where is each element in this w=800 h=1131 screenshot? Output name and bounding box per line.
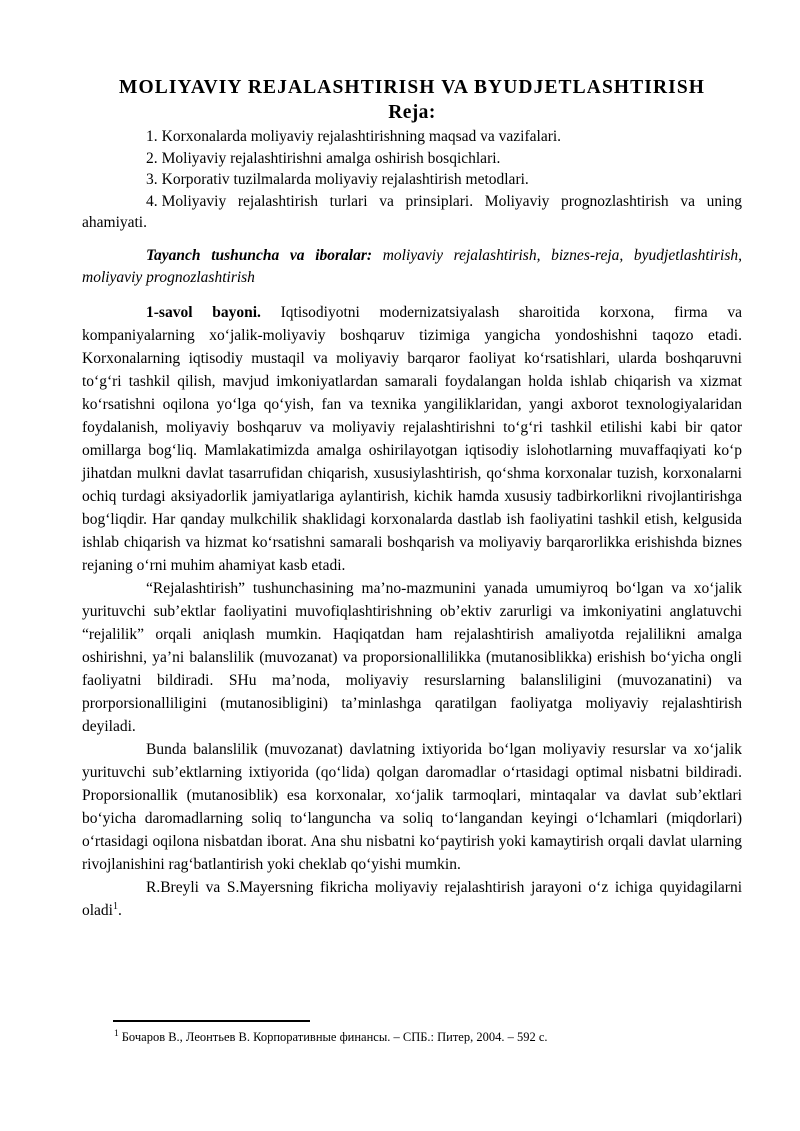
- footnote-citation: Бочаров В., Леонтьев В. Корпоративные финансы. – СПБ.: Питер, 2004. – 592 с.: [121, 1030, 548, 1044]
- plan-item-number: 3.: [146, 171, 158, 188]
- footnote-area: [82, 1020, 742, 1046]
- plan-item-text: Korxonalarda moliyaviy rejalashtirishning maqsad va vazifalari.: [161, 128, 562, 145]
- plan-item-3: [82, 169, 742, 191]
- plan-item-number: 2.: [146, 149, 158, 167]
- paragraph-balance-proportion: [82, 738, 742, 876]
- footnote-marker: 1: [114, 1028, 119, 1039]
- footnote: [114, 1029, 742, 1046]
- plan-list: [82, 126, 742, 234]
- plan-item-number: 4.: [146, 192, 158, 210]
- plan-item-1: [82, 126, 742, 148]
- paragraph-text-after-ref: .: [118, 901, 122, 919]
- paragraph-text: Iqtisodiyotni modernizatsiyalash sharoitida korxona, firma va kompaniyalarning xo‘jalik-moliyaviy boshqaruv tizimiga yangicha yondoshishni taqozo etadi. Korxonalarning iqtisodiy mustaqil va moliyaviy barqaror faoliyat ko‘rsatishlari, ularda boshqaruvni to‘g‘ri tashkil qilish, mavjud imkoniyatlardan samarali foydalangan holda ishlab chiqarish va xizmat ko‘rsatishni oqilona yo‘lga qo‘yish, fan va texnika yangiliklaridan, yangi axborot texnologiyalaridan foydalanish, moliyaviy boshqaruv va moliyaviy rejalashtirishni to‘g‘ri tashkil etilishi kabi bir qator omillarga bog‘liq. Mamlakatimizda amalga oshirilayotgan iqtisodiy islohotlarning muvaffaqiyati ko‘p jihatdan mulkni davlat tasarrufidan chiqarish, xususiylashtirish, qo‘shma korxonalar tuzish, korxonalarni ochiq turdagi aksiyadorlik jamiyatlariga aylantirish, kichik hamda xususiy tadbirkorlikni rivojlantirishga bog‘liqdir. Har qanday mulkchilik shaklidagi korxonalarda dastlab ish faoliyatini tashkil etish, kelgusida ishlab chiqarish va hizmat ko‘rsatishni samarali boshqarish va moliyaviy barqarorlikka erishishda biznes rejaning o‘rni muhim ahamiyat kasb etadi.: [82, 303, 743, 574]
- paragraph-planning-concept: [82, 577, 742, 738]
- plan-item-2: [82, 148, 742, 170]
- paragraph-text: Bunda balanslilik (muvozanat) davlatning ixtiyorida bo‘lgan moliyaviy resurslar va xo‘jalik yurituvchi sub’ektlarning ixtiyorida (qo‘lida) qolgan daromadlar o‘rtasidagi optimal nisbatni bildiradi. Proporsionallik (mutanosiblik) esa korxonalar, xo‘jalik tarmoqlari, mintaqalar va davlat sub’ektlari bo‘yicha daromadlarning soliq to‘languncha va soliq to‘langandan keyingi o‘lchamlari (miqdorlari) o‘rtasidagi oqilona nisbatdan iborat. Ana shu nisbatni ko‘paytirish yoki kamaytirish orqali davlat ularning rivojlanishini rag‘batlantirish yoki cheklab qo‘yishi mumkin.: [82, 740, 742, 873]
- plan-item-text: Moliyaviy rejalashtirishni amalga oshirish bosqichlari.: [161, 149, 501, 167]
- footnote-reference: 1: [113, 900, 118, 912]
- keywords-paragraph: [82, 245, 742, 289]
- keywords-label: Tayanch tushuncha va iboralar:: [146, 246, 373, 264]
- plan-item-4: [82, 191, 742, 234]
- paragraph-question-1: [82, 301, 742, 577]
- plan-item-text: Moliyaviy rejalashtirish turlari va prinsiplari. Moliyaviy prognozlashtirish va uning ahamiyati.: [82, 192, 742, 231]
- footnote-separator: [113, 1020, 310, 1022]
- paragraph-text: “Rejalashtirish” tushunchasining ma’no-mazmunini yanada umumiyroq bo‘lgan va xo‘jalik yurituvchi sub’ektlar faoliyatini muvofiqlashtirishning ob’ektiv zarurligi va imkoniyatini anglatuvchi “rejalilik” orqali aniqlash mumkin. Haqiqatdan ham rejalashtirish amaliyotda rejalilikni amalga oshirishni, ya’ni balanslilik (muvozanat) va proporsionallilikka (mutanosiblikka) erishish bo‘yicha ongli faoliyatni bildiradi. SHu ma’noda, moliyaviy resurslarning balansliligini (muvozanatini) va prorporsionalliligini (mutanosibligini) ta’minlashga qaratilgan faoliyatga moliyaviy rejalashtirish deyiladi.: [82, 579, 742, 735]
- plan-item-number: 1.: [146, 128, 158, 145]
- paragraph-lead: 1-savol bayoni.: [146, 303, 261, 321]
- plan-item-text: Korporativ tuzilmalarda moliyaviy rejalashtirish metodlari.: [161, 171, 529, 188]
- keywords-text: moliyaviy rejalashtirish, biznes-reja, byudjetlashtirish, moliyaviy prognozlashtirish: [82, 246, 742, 286]
- plan-heading: Reja:: [388, 102, 436, 123]
- document-title: MOLIYAVIY REJALASHTIRISH VA BYUDJETLASHTIRISH: [118, 77, 706, 98]
- paragraph-text: R.Breyli va S.Mayersning fikricha moliyaviy rejalashtirish jarayoni o‘z ichiga quyidagilarni oladi: [82, 878, 742, 919]
- paragraph-breyli-mayers: [82, 876, 742, 922]
